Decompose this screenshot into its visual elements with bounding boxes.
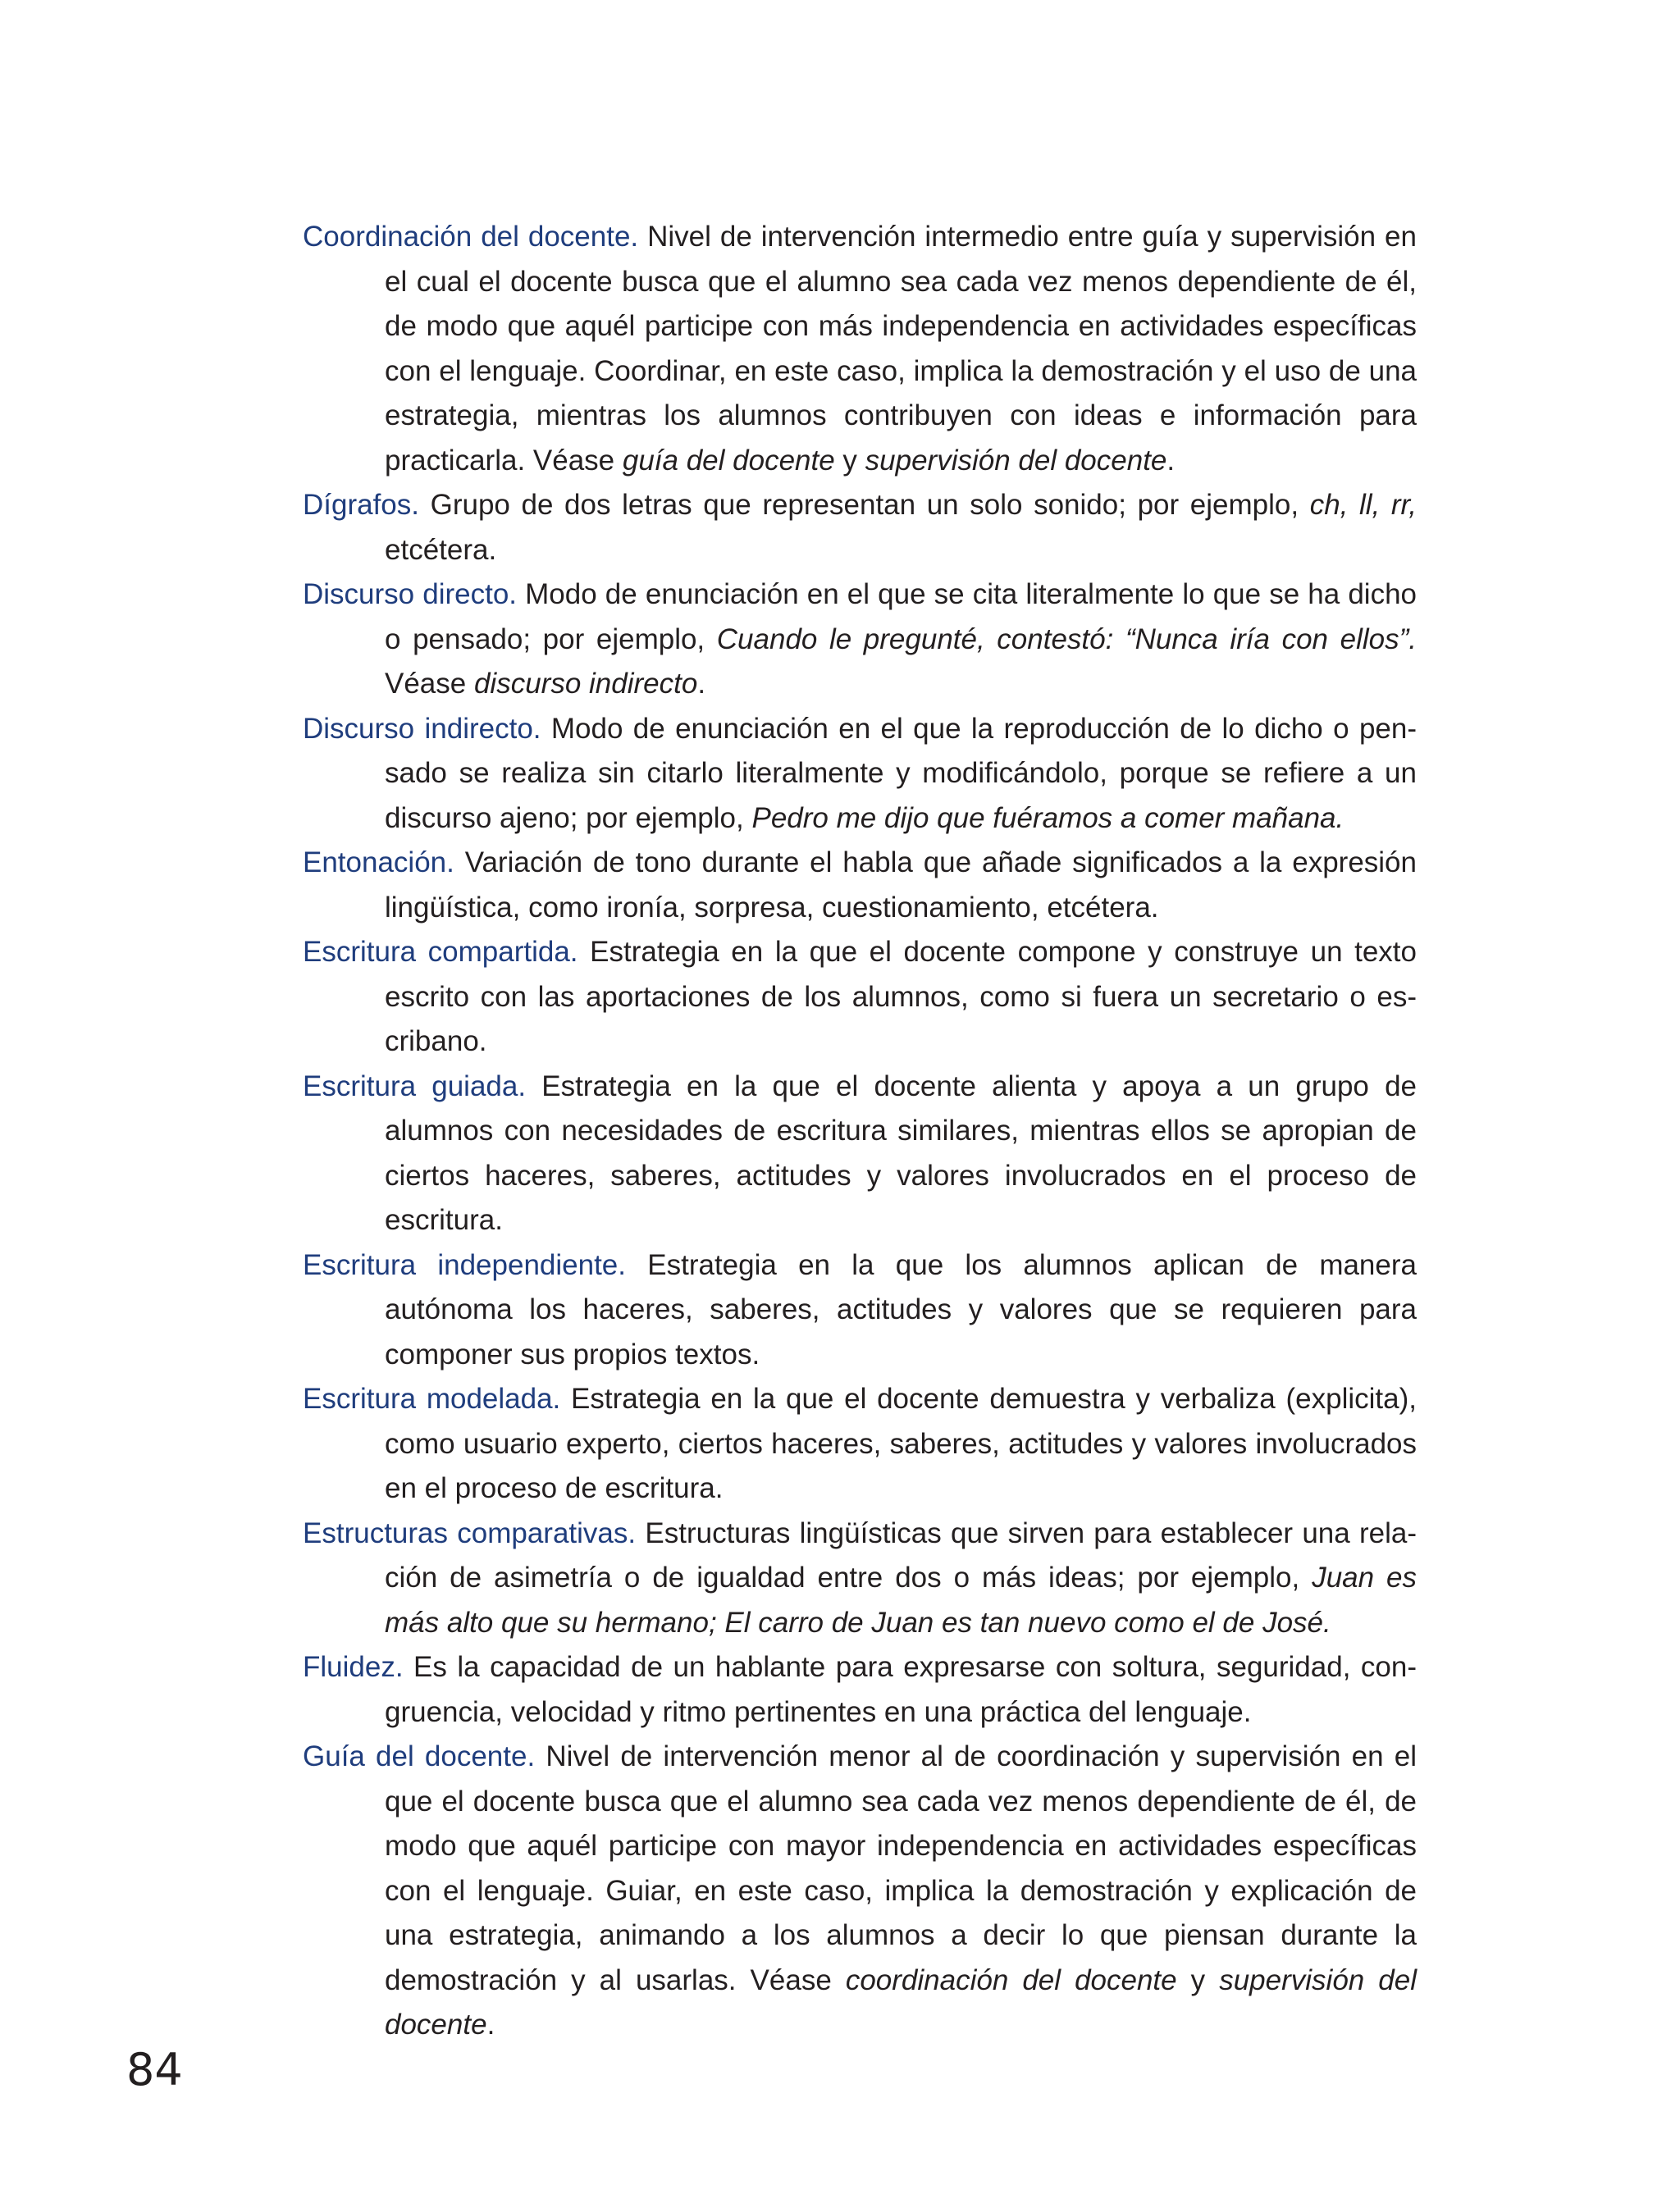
glossary-entry (303, 930, 1417, 1065)
glossary-term: Discurso directo. (303, 578, 518, 610)
definition-text: Estructuras lingüísticas que sirven para establecer una relación de asimetría o de igualdad entre dos o más ideas; por ejemplo, (385, 1516, 1417, 1594)
example-text: ch, ll, rr, (1309, 489, 1417, 521)
glossary-term: Escritura modelada. (303, 1383, 561, 1415)
glossary-entry (303, 1645, 1417, 1735)
example-text: guía del docente (622, 444, 835, 477)
glossary-entry (303, 1735, 1417, 2048)
glossary-list (303, 215, 1417, 2048)
example-text: coordinación del docente (845, 1963, 1177, 1996)
glossary-term: Dígrafos. (303, 489, 419, 521)
glossary-entry (303, 483, 1417, 572)
definition-text: Estrategia en la que los alumnos aplican de manera autónoma los haceres, saberes, actitudes y valores que se requieren para componer sus propios textos. (385, 1248, 1417, 1371)
example-text: Cuando le pregunté, contestó: “Nunca iría con ellos”. (716, 623, 1417, 655)
definition-text: Grupo de dos letras que representan un solo sonido; por ejemplo, (419, 489, 1310, 521)
glossary-entry (303, 215, 1417, 483)
glossary-entry (303, 1243, 1417, 1378)
glossary-entry (303, 1065, 1417, 1243)
glossary-entry (303, 707, 1417, 841)
definition-text: etcétera. (385, 533, 497, 566)
definition-text: Modo de enunciación en el que la reproducción de lo dicho o pensado se realiza sin citarlo literalmente y modificándolo, porque se refiere a un discurso ajeno; por ejemplo, (385, 712, 1417, 834)
glossary-entry (303, 841, 1417, 930)
definition-text: Modo de enunciación en el que se cita literalmente lo que se ha dicho o pensado; por ejemplo, (385, 578, 1418, 655)
glossary-term: Coordinación del docente. (303, 221, 639, 253)
example-text: Juan es más alto que su hermano; El carro de Juan es tan nuevo como el de José. (385, 1562, 1417, 1639)
definition-text: y (1176, 1963, 1220, 1996)
definition-text: Es la capacidad de un hablante para expresarse con soltura, seguridad, congruencia, velocidad y ritmo pertinentes en una práctica del lenguaje. (385, 1651, 1417, 1728)
glossary-term: Guía del docente. (303, 1740, 536, 1772)
example-text: Pedro me dijo que fuéramos a comer mañana. (751, 801, 1344, 834)
definition-text: . (486, 2009, 495, 2041)
glossary-term: Entonación. (303, 846, 454, 878)
definition-text: Estrategia en la que el docente compone y construye un texto escrito con las aportaciones de los alumnos, como si fuera un secretario o escribano. (385, 936, 1418, 1057)
example-text: supervisión del docente (385, 1963, 1417, 2041)
glossary-term: Fluidez. (303, 1651, 404, 1683)
definition-text: y (834, 444, 865, 477)
glossary-term: Escritura compartida. (303, 936, 578, 968)
glossary-entry (303, 1377, 1417, 1512)
definition-text: Nivel de intervención intermedio entre guía y supervisión en el cual el docente busca que el alumno sea cada vez menos dependiente de él, de modo que aquél participe con más independencia en actividades específicas con el lenguaje. Coordinar, en este caso, implica la demostración y el uso de una estrategia, mientras los alumnos contribuyen con ideas e información para practicarla. Véase (385, 221, 1417, 477)
glossary-term: Escritura guiada. (303, 1070, 527, 1102)
definition-text: . (1166, 444, 1176, 477)
glossary-term: Estructuras comparativas. (303, 1516, 637, 1549)
definition-text: Estrategia en la que el docente demuestra y verbaliza (explicita), como usuario experto, ciertos haceres, saberes, actitudes y valores involucrados en el proceso de escritura. (385, 1383, 1417, 1504)
definition-text: Véase (385, 668, 474, 700)
glossary-term: Discurso indirecto. (303, 712, 541, 745)
glossary-term: Escritura independiente. (303, 1248, 626, 1281)
glossary-entry (303, 572, 1417, 707)
example-text: discurso indirecto (473, 668, 698, 700)
definition-text: . (697, 668, 706, 700)
glossary-entry (303, 1512, 1417, 1646)
page-number: 84 (126, 2044, 183, 2096)
definition-text: Variación de tono durante el habla que añade significados a la expresión lingüística, como ironía, sorpresa, cuestionamiento, etcétera. (385, 846, 1417, 924)
definition-text: Estrategia en la que el docente alienta y apoya a un grupo de alumnos con necesidades de escritura similares, mientras ellos se apropian de ciertos haceres, saberes, actitudes y valores involucrados en el proceso de escritura. (385, 1070, 1417, 1236)
example-text: supervisión del docente (865, 444, 1167, 477)
definition-text: Nivel de intervención menor al de coordinación y supervisión en el que el docente busca que el alumno sea cada vez menos dependiente de él, de modo que aquél participe con mayor independencia en actividades específicas con el lenguaje. Guiar, en este caso, implica la demostración y explicación de una estrategia, animando a los alumnos a decir lo que piensan durante la demostración y al usarlas. Véase (385, 1740, 1418, 1996)
